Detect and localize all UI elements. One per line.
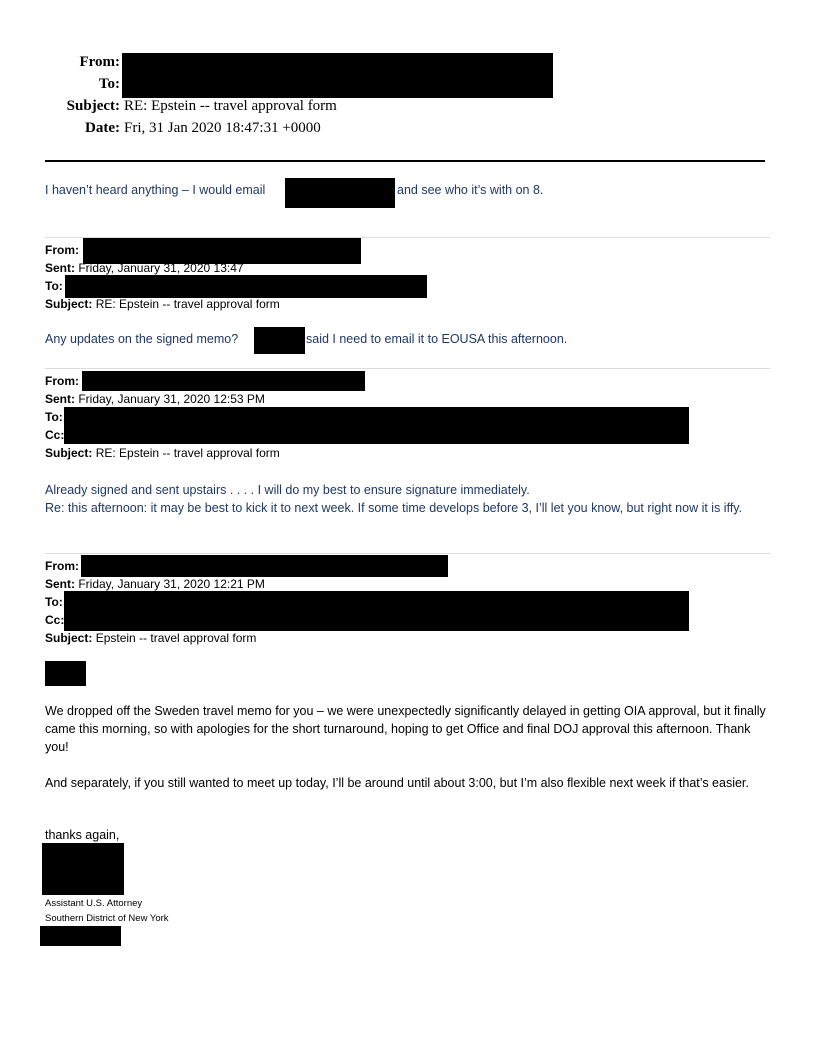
message-divider [45, 553, 770, 554]
message1-body-before: I haven’t heard anything – I would email [45, 183, 266, 197]
redaction-message4-from [81, 555, 448, 577]
message3-sent-label: Sent: [45, 392, 75, 406]
message3-body-line1: Already signed and sent upstairs . . . . I will do my best to ensure signature immediately. [45, 483, 530, 497]
redaction-recipient [285, 178, 395, 208]
message4-to [45, 593, 63, 611]
message4-subject-label: Subject: [45, 631, 93, 645]
message3-from-label: From: [45, 374, 79, 388]
signature-office: Southern District of New York [45, 913, 169, 924]
message2-subject-label: Subject: [45, 297, 93, 311]
message2-subject-value: RE: Epstein -- travel approval form [95, 297, 280, 311]
message3-body-line2: Re: this afternoon: it may be best to kick it to next week. If some time develops before 3, I’ll let you know, but right now it is iffy. [45, 501, 743, 515]
message3-subject-label: Subject: [45, 446, 93, 460]
message3-subject-value: RE: Epstein -- travel approval form [95, 446, 280, 460]
message4-cc-label: Cc: [45, 613, 65, 627]
message4-cc [45, 611, 64, 629]
to-label: To: [98, 76, 120, 92]
redaction-message3-to-cc [64, 407, 689, 444]
message4-sent-value: Friday, January 31, 2020 12:21 PM [78, 577, 265, 591]
message2-from-label: From: [45, 243, 79, 257]
message3-cc [45, 426, 64, 444]
message-divider [45, 368, 770, 369]
message4-from-label: From: [45, 559, 79, 573]
redaction-signature-contact [40, 926, 121, 946]
message1-body-after: and see who it’s with on 8. [397, 183, 544, 197]
redaction-signature-name [42, 843, 124, 895]
message3-to-label: To: [45, 410, 63, 424]
redaction-salutation [45, 661, 86, 686]
message3-from [45, 372, 79, 390]
redaction-from-to [122, 53, 553, 98]
from-label: From: [79, 54, 120, 70]
message2-body-before: Any updates on the signed memo? [45, 332, 239, 346]
message2-body-after: said I need to email it to EOUSA this afternoon. [306, 332, 568, 346]
redaction-message3-from [82, 371, 365, 391]
signature-title: Assistant U.S. Attorney [45, 898, 143, 909]
message3-body [45, 481, 770, 517]
message4-para2: And separately, if you still wanted to meet up today, I’ll be around until about 3:00, but I’m also flexible next week if that’s easier. [45, 776, 749, 790]
message2-from [45, 241, 79, 259]
message3-subject [45, 444, 280, 462]
message1-body [45, 183, 265, 197]
message3-cc-label: Cc: [45, 428, 65, 442]
message2-subject [45, 295, 280, 313]
date-value: Fri, 31 Jan 2020 18:47:31 +0000 [124, 120, 321, 136]
message4-subject-value: Epstein -- travel approval form [95, 631, 257, 645]
message2-to-label: To: [45, 279, 63, 293]
header-divider [45, 160, 765, 162]
message2-sent-label: Sent: [45, 261, 75, 275]
message4-para1: We dropped off the Sweden travel memo for you – we were unexpectedly significantly delayed in getting OIA approval, but it finally came this morning, so with apologies for the short turnaround, hoping to get Office and final DOJ approval this afternoon. Thank you! [45, 704, 766, 754]
redaction-message4-to-cc [64, 591, 689, 631]
message4-closing: thanks again, [45, 828, 120, 842]
message4-subject [45, 629, 256, 647]
message3-sent [45, 390, 265, 408]
message2-sent-value: Friday, January 31, 2020 13:47 [78, 261, 244, 275]
subject-value: RE: Epstein -- travel approval form [124, 98, 337, 114]
message3-to [45, 408, 63, 426]
message3-sent-value: Friday, January 31, 2020 12:53 PM [78, 392, 265, 406]
message4-to-label: To: [45, 595, 63, 609]
date-label: Date: [85, 120, 120, 136]
message4-from [45, 557, 79, 575]
redaction-name [254, 327, 305, 354]
subject-label: Subject: [66, 98, 120, 114]
message2-to [45, 277, 63, 295]
message4-sent-label: Sent: [45, 577, 75, 591]
